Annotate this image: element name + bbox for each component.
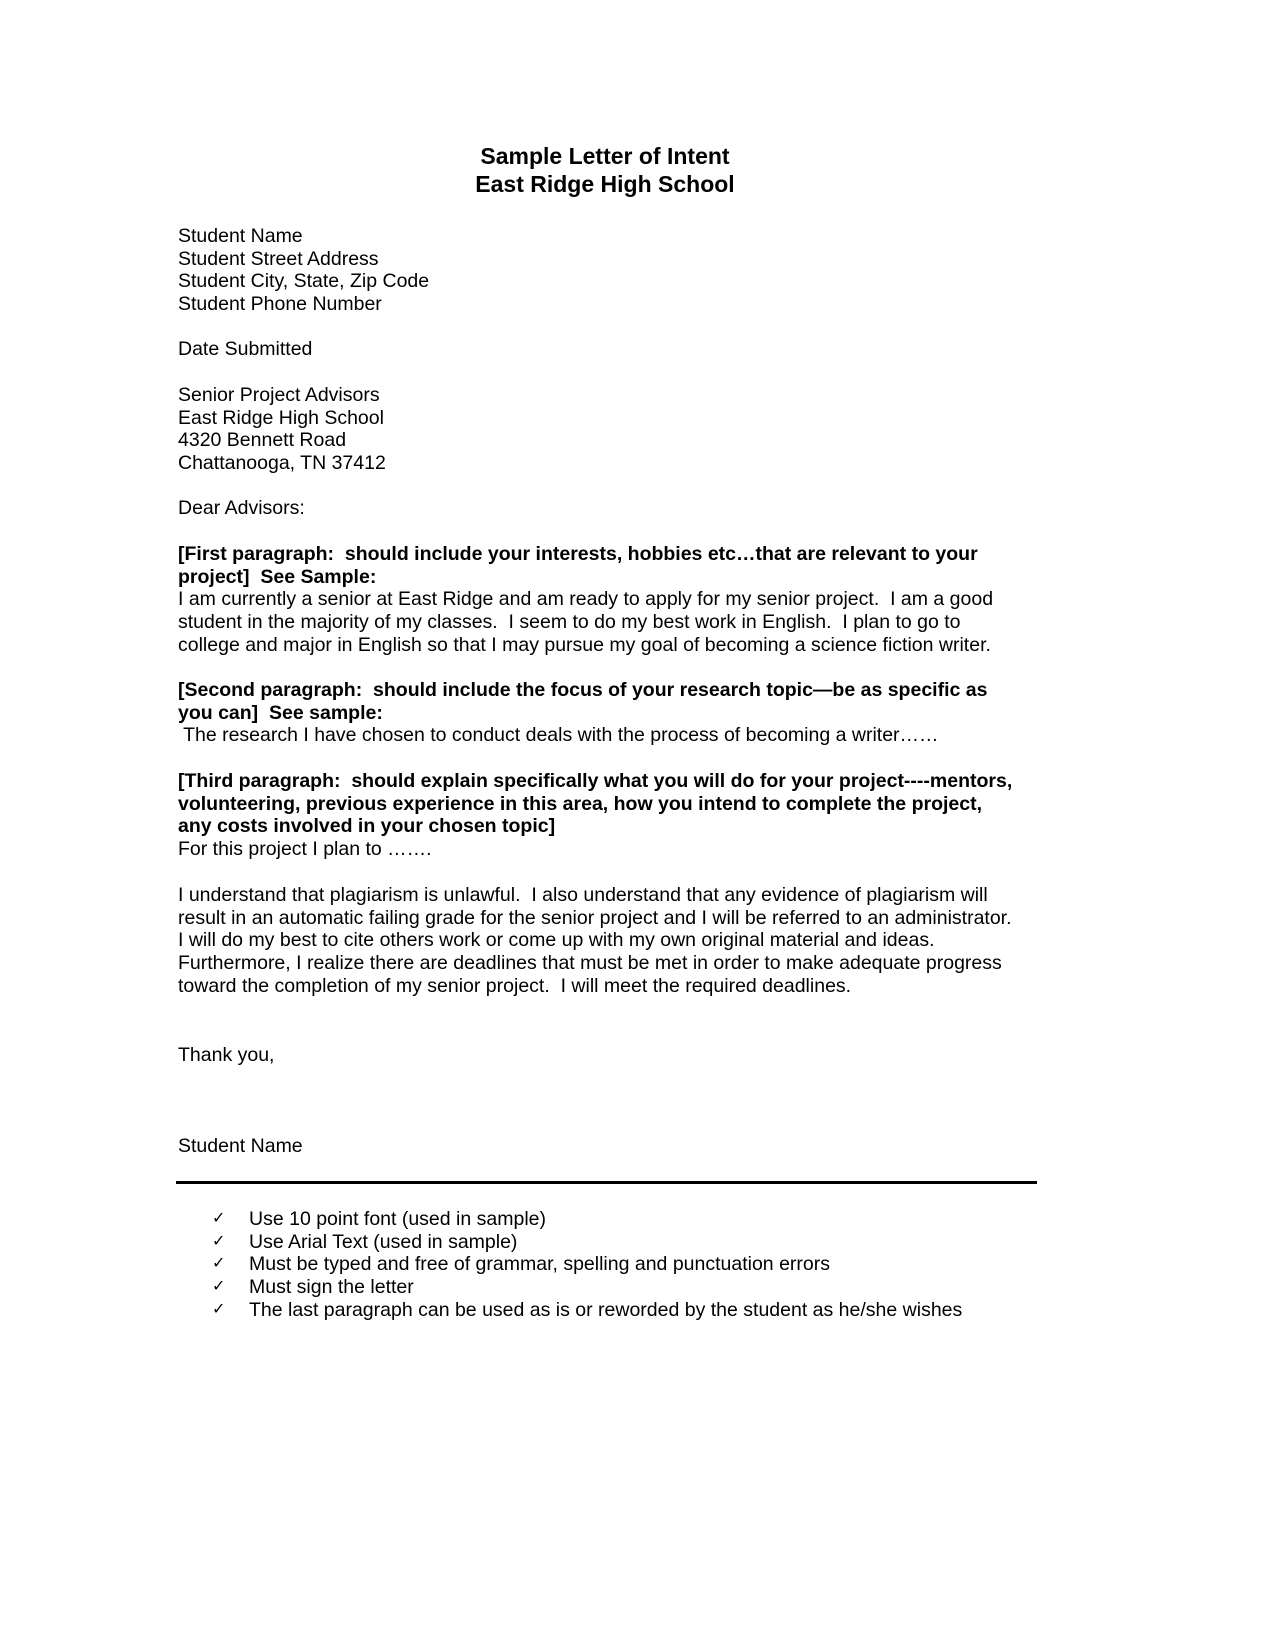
signature bbox=[178, 1135, 1038, 1158]
body-line: For this project I plan to ……. bbox=[178, 838, 432, 861]
body-line: I will do my best to cite others work or come up with my own original material and ideas. bbox=[178, 929, 935, 952]
date-submitted: Date Submitted bbox=[178, 338, 313, 360]
instruction-line: any costs involved in your chosen topic] bbox=[178, 815, 556, 838]
checklist-item bbox=[212, 1231, 962, 1254]
divider-line bbox=[176, 1181, 1037, 1184]
checkmark-icon: ✓ bbox=[212, 1210, 226, 1227]
checkmark-icon: ✓ bbox=[212, 1300, 226, 1318]
body-line: I understand that plagiarism is unlawful. I also understand that any evidence of plagiarism will bbox=[178, 884, 988, 906]
sender-city: Student City, State, Zip Code bbox=[178, 270, 430, 293]
recipient-line: Senior Project Advisors bbox=[178, 384, 380, 406]
checkmark-icon: ✓ bbox=[212, 1278, 226, 1296]
checklist-item-text: The last paragraph can be used as is or reworded by the student as he/she wishes bbox=[249, 1298, 963, 1321]
body-line: student in the majority of my classes. I seem to do my best work in English. I plan to go to bbox=[178, 611, 961, 634]
document-title: Sample Letter of Intent bbox=[480, 143, 730, 169]
instruction-line: [Third paragraph: should explain specifically what you will do for your project----mentors, bbox=[178, 770, 1013, 792]
checklist-item-text: Use 10 point font (used in sample) bbox=[249, 1208, 546, 1230]
checklist bbox=[212, 1208, 962, 1322]
checkmark-icon: ✓ bbox=[212, 1255, 226, 1273]
body-line: Furthermore, I realize there are deadlines that must be met in order to make adequate progress bbox=[178, 952, 1002, 975]
checklist-item bbox=[212, 1253, 962, 1276]
closing bbox=[178, 1044, 1038, 1067]
sender-street: Student Street Address bbox=[178, 247, 379, 270]
signature-text: Student Name bbox=[178, 1135, 303, 1157]
date-line bbox=[178, 338, 1038, 361]
body-line: college and major in English so that I may pursue my goal of becoming a science fiction writer. bbox=[178, 633, 991, 656]
body-line: toward the completion of my senior project. I will meet the required deadlines. bbox=[178, 974, 852, 997]
salutation bbox=[178, 497, 1038, 520]
sender-phone: Student Phone Number bbox=[178, 293, 382, 316]
recipient-line: East Ridge High School bbox=[178, 406, 384, 429]
checklist-item-text: Must sign the letter bbox=[249, 1276, 414, 1299]
instruction-line: [First paragraph: should include your interests, hobbies etc…that are relevant to your bbox=[178, 543, 978, 565]
recipient-line: Chattanooga, TN 37412 bbox=[178, 452, 386, 475]
checklist-item-text: Must be typed and free of grammar, spelling and punctuation errors bbox=[249, 1253, 830, 1276]
document-subtitle: East Ridge High School bbox=[475, 171, 735, 197]
paragraph-1 bbox=[178, 543, 1038, 657]
checklist-item bbox=[212, 1276, 962, 1299]
salutation-text: Dear Advisors: bbox=[178, 497, 305, 519]
recipient-line: 4320 Bennett Road bbox=[178, 429, 347, 452]
checklist-item-text: Use Arial Text (used in sample) bbox=[249, 1230, 518, 1253]
checklist-item bbox=[212, 1299, 962, 1322]
paragraph-3 bbox=[178, 770, 1038, 861]
body-line: I am currently a senior at East Ridge and am ready to apply for my senior project. I am a good bbox=[178, 588, 994, 611]
paragraph-2 bbox=[178, 679, 1038, 747]
closing-text: Thank you, bbox=[178, 1044, 275, 1066]
body-line: result in an automatic failing grade for the senior project and I will be referred to an administrator. bbox=[178, 906, 1012, 929]
checklist-item bbox=[212, 1208, 962, 1231]
paragraph-4 bbox=[178, 884, 1038, 998]
instruction-line: project] See Sample: bbox=[178, 565, 377, 588]
body-line: The research I have chosen to conduct deals with the process of becoming a writer…… bbox=[178, 724, 939, 747]
sender-address bbox=[178, 225, 1038, 316]
checkmark-icon: ✓ bbox=[212, 1232, 226, 1250]
instruction-line: [Second paragraph: should include the focus of your research topic—be as specific as bbox=[178, 679, 988, 701]
recipient-address bbox=[178, 384, 1038, 475]
sender-name: Student Name bbox=[178, 225, 303, 247]
instruction-line: volunteering, previous experience in this area, how you intend to complete the project, bbox=[178, 792, 982, 815]
instruction-line: you can] See sample: bbox=[178, 701, 383, 724]
